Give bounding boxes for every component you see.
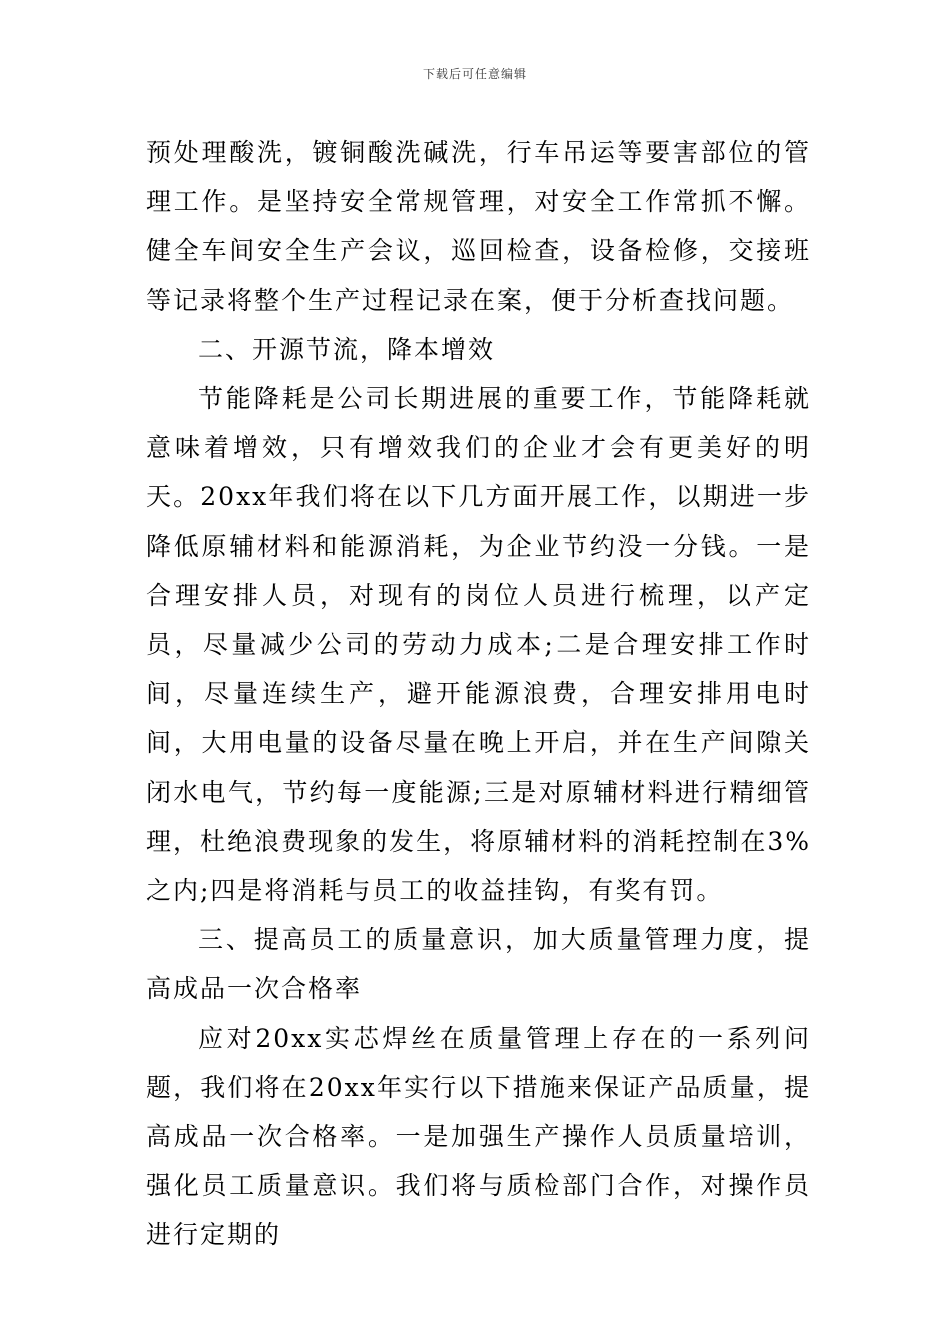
heading-cost-reduction: 二、开源节流，降本增效 [198,334,496,364]
paragraph-safety-records: 预处理酸洗，镀铜酸洗碱洗，行车吊运等要害部位的管理工作。是坚持安全常规管理，对安全工作常抓不懈。健全车间安全生产会议，巡回检查，设备检修，交接班等记录将整个生产过程记录在案，便于分析查找问题。 [146,138,811,315]
paragraph-energy-saving: 节能降耗是公司长期进展的重要工作，节能降耗就意味着增效，只有增效我们的企业才会有更美好的明天。20xx年我们将在以下几方面开展工作，以期进一步降低原辅材料和能源消耗，为企业节约没一分钱。一是合理安排人员，对现有的岗位人员进行梳理，以产定员，尽量减少公司的劳动力成本;二是合理安排工作时间，尽量连续生产，避开能源浪费，合理安排用电时间，大用电量的设备尽量在晚上开启，并在生产间隙关闭水电气，节约每一度能源;三是对原辅材料进行精细管理，杜绝浪费现象的发生，将原辅材料的消耗控制在3%之内;四是将消耗与员工的收益挂钩，有奖有罚。 [146,384,811,906]
header-note: 下载后可任意编辑 [422,67,527,81]
heading-quality-awareness: 三、提高员工的质量意识，加大质量管理力度，提高成品一次合格率 [146,925,811,1004]
body-text [146,128,811,1260]
paragraph-quality-measures: 应对20xx实芯焊丝在质量管理上存在的一系列问题，我们将在20xx年实行以下措施来保证产品质量，提高成品一次合格率。一是加强生产操作人员质量培训，强化员工质量意识。我们将与质检部门合作，对操作员进行定期的 [146,1023,811,1250]
